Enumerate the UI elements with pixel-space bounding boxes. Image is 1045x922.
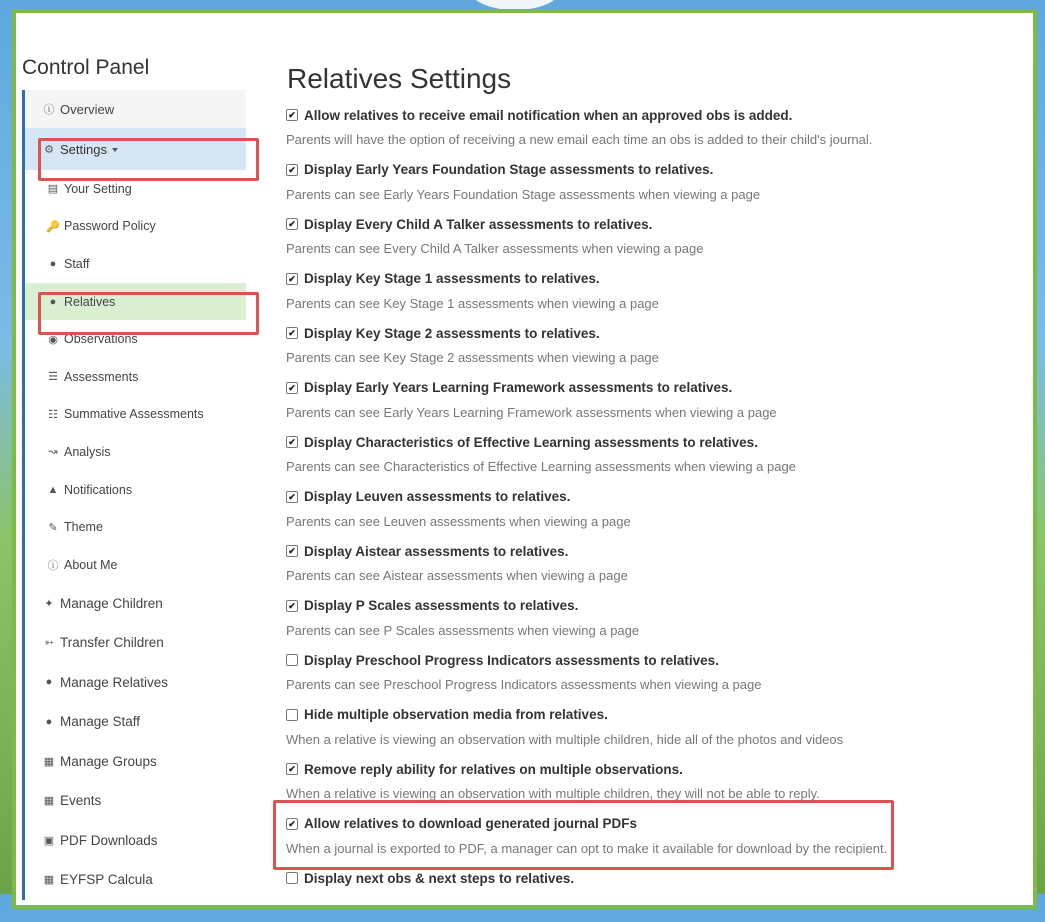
setting-option xyxy=(286,213,986,268)
checked-checkbox[interactable]: ✔ xyxy=(286,273,298,285)
sidebar-item-observations[interactable] xyxy=(25,320,246,358)
setting-option-text: Display P Scales assessments to relatives. xyxy=(304,598,579,613)
setting-option-help xyxy=(286,893,986,913)
setting-option-help: Parents can see Aistear assessments when viewing a page xyxy=(286,568,628,583)
sidebar-item-relatives[interactable] xyxy=(25,283,246,321)
settings-submenu xyxy=(25,170,246,584)
options-list xyxy=(286,104,986,922)
sidebar-item-label: Summative Assessments xyxy=(64,407,204,422)
grid-icon: ▦ xyxy=(43,755,55,768)
sidebar-item-analysis[interactable] xyxy=(25,433,246,471)
sidebar-item-settings[interactable] xyxy=(25,128,246,170)
user-icon: ● xyxy=(45,676,53,689)
setting-option xyxy=(286,377,986,432)
line-chart-icon: ↝ xyxy=(48,446,58,459)
setting-option-text: Display Key Stage 2 assessments to relatives. xyxy=(304,325,600,341)
sidebar-item-label: Relatives xyxy=(64,294,116,309)
sidebar-item-transfer-children[interactable] xyxy=(25,623,246,663)
setting-option-help: When a relative is viewing an observation with multiple children, hide all of the photos and videos xyxy=(286,731,844,747)
checked-checkbox[interactable]: ✔ xyxy=(286,327,298,339)
sidebar-item-label: Overview xyxy=(60,101,115,117)
setting-option-text: Display Early Years Learning Framework assessments to relatives. xyxy=(304,380,733,395)
setting-option-label[interactable] xyxy=(286,867,986,889)
setting-option-help: Parents can see Leuven assessments when viewing a page xyxy=(286,513,631,529)
setting-option-label[interactable] xyxy=(286,322,986,344)
setting-option xyxy=(286,649,986,704)
checked-checkbox[interactable]: ✔ xyxy=(286,218,298,230)
setting-option-help: Parents can see Early Years Learning Framework assessments when viewing a page xyxy=(286,404,777,420)
setting-option-label[interactable] xyxy=(286,595,986,617)
sidebar-item-label: Settings xyxy=(60,141,107,157)
sidebar-item-label: Observations xyxy=(64,332,138,347)
sidebar-item-staff[interactable] xyxy=(25,245,246,283)
setting-option-text: Allow relatives to download generated journal PDFs xyxy=(304,816,638,831)
sidebar-item-label: Your Setting xyxy=(64,181,132,196)
users-icon: ● xyxy=(45,715,53,728)
sidebar-item-label: Assessments xyxy=(64,369,139,384)
setting-option-label[interactable] xyxy=(286,540,986,562)
setting-option xyxy=(286,704,986,759)
setting-option-help: Parents can see P Scales assessments when viewing a page xyxy=(286,622,640,638)
sidebar-item-label: PDF Downloads xyxy=(60,832,158,848)
management-menu xyxy=(22,584,246,900)
checked-checkbox[interactable]: ✔ xyxy=(286,164,298,176)
eye-icon: ◉ xyxy=(48,333,58,346)
checked-checkbox[interactable]: ✔ xyxy=(286,600,298,612)
sidebar-item-label: Notifications xyxy=(64,482,133,497)
document-icon: ▤ xyxy=(47,183,59,196)
sidebar-item-manage-relatives[interactable] xyxy=(25,663,246,703)
brush-icon: ✎ xyxy=(48,521,58,534)
sidebar-item-manage-staff[interactable] xyxy=(25,702,246,742)
sidebar-item-events[interactable] xyxy=(25,781,246,821)
sidebar-item-notifications[interactable] xyxy=(25,471,246,509)
setting-option-help: Parents can see Characteristics of Effective Learning assessments when viewing a page xyxy=(286,459,796,474)
setting-option-help: When a relative is viewing an observation with multiple children, they will not be able to reply. xyxy=(286,786,820,801)
sidebar-item-overview[interactable] xyxy=(25,90,246,128)
sidebar-item-label: Events xyxy=(60,793,102,809)
sidebar-item-password-policy[interactable] xyxy=(25,208,246,246)
checked-checkbox[interactable]: ✔ xyxy=(286,763,298,775)
setting-option xyxy=(286,813,986,868)
setting-option-label[interactable] xyxy=(286,213,986,235)
page-title: Relatives Settings xyxy=(287,63,512,94)
setting-option-label[interactable] xyxy=(286,268,986,290)
info-circle-icon: ⓘ xyxy=(43,104,55,116)
sidebar-item-label: Manage Staff xyxy=(60,714,141,730)
setting-option xyxy=(286,867,986,922)
sidebar-item-pdf-downloads[interactable] xyxy=(25,821,246,861)
checked-checkbox[interactable]: ✔ xyxy=(286,545,298,557)
setting-option xyxy=(286,104,986,159)
checked-checkbox[interactable]: ✔ xyxy=(286,109,298,121)
info-circle-icon: ⓘ xyxy=(47,559,59,572)
setting-option-label[interactable] xyxy=(286,649,986,671)
setting-option xyxy=(286,322,986,377)
setting-option-label[interactable] xyxy=(286,431,986,453)
list-icon: ☰ xyxy=(48,371,58,384)
setting-option-text: Allow relatives to receive email notification when an approved obs is added. xyxy=(304,107,793,123)
grid-list-icon: ☷ xyxy=(48,408,58,421)
sidebar-item-summative-assessments[interactable] xyxy=(25,396,246,434)
setting-option-text: Display Key Stage 1 assessments to relatives. xyxy=(304,271,600,286)
setting-option-text: Display next obs & next steps to relatives. xyxy=(304,870,575,886)
setting-option-text: Display Aistear assessments to relatives. xyxy=(304,543,569,559)
sidebar-item-label: Manage Groups xyxy=(60,753,157,769)
users-icon: ● xyxy=(49,257,57,270)
user-icon: ● xyxy=(49,295,57,308)
setting-option-help: Parents can see Preschool Progress Indicators assessments when viewing a page xyxy=(286,677,762,692)
settings-menu xyxy=(22,90,246,584)
unchecked-checkbox[interactable] xyxy=(286,872,298,884)
setting-option-text: Remove reply ability for relatives on multiple observations. xyxy=(304,761,683,777)
sidebar-item-label: Theme xyxy=(64,520,103,535)
setting-option xyxy=(286,431,986,486)
unchecked-checkbox[interactable] xyxy=(286,654,298,666)
setting-option-text: Display Preschool Progress Indicators assessments to relatives. xyxy=(304,652,719,668)
sidebar-item-your-setting[interactable] xyxy=(25,170,246,208)
setting-option xyxy=(286,540,986,595)
setting-option-text: Display Characteristics of Effective Learning assessments to relatives. xyxy=(304,434,758,450)
setting-option-help: Parents can see Key Stage 1 assessments when viewing a page xyxy=(286,295,659,311)
sidebar-item-label: EYFSP Calcula xyxy=(60,872,153,888)
setting-option-help: Parents can see Early Years Foundation Stage assessments when viewing a page xyxy=(286,186,761,202)
key-icon: 🔑 xyxy=(46,220,60,233)
pdf-file-icon: ▣ xyxy=(43,834,55,847)
bell-icon: ▲ xyxy=(47,483,59,496)
gear-icon: ⚙ xyxy=(44,143,54,156)
arrow-circle-icon: ➳ xyxy=(44,637,54,650)
setting-option-help: When a journal is exported to PDF, a manager can opt to make it available for download by the recipient. xyxy=(286,840,888,856)
setting-option-text: Hide multiple observation media from relatives. xyxy=(304,707,608,722)
sidebar-item-about-me[interactable] xyxy=(25,546,246,584)
sidebar-item-label: About Me xyxy=(64,557,118,572)
setting-option-text: Display Leuven assessments to relatives. xyxy=(304,489,571,504)
setting-option xyxy=(286,486,986,541)
calendar-icon: ▦ xyxy=(43,795,55,808)
main-content xyxy=(286,62,986,922)
setting-option-text: Display Early Years Foundation Stage assessments to relatives. xyxy=(304,162,714,177)
setting-option-label[interactable] xyxy=(286,704,986,726)
calculator-icon: ▦ xyxy=(43,874,55,887)
setting-option-text: Display Every Child A Talker assessments to relatives. xyxy=(304,216,653,232)
sidebar-item-label: Staff xyxy=(64,256,90,271)
checked-checkbox[interactable]: ✔ xyxy=(286,436,298,448)
checked-checkbox[interactable]: ✔ xyxy=(286,491,298,503)
setting-option-label[interactable] xyxy=(286,486,986,508)
setting-option-help: Parents will have the option of receiving a new email each time an obs is added to their child's journal. xyxy=(286,132,873,147)
sidebar-item-label: Manage Relatives xyxy=(60,674,169,690)
sidebar-item-label: Manage Children xyxy=(60,595,163,611)
setting-option xyxy=(286,159,986,214)
setting-option-label[interactable] xyxy=(286,813,986,835)
setting-option xyxy=(286,758,986,813)
child-icon: ✦ xyxy=(44,597,54,610)
sidebar-item-label: Analysis xyxy=(64,444,111,459)
sidebar-item-assessments[interactable] xyxy=(25,358,246,396)
unchecked-checkbox[interactable] xyxy=(286,709,298,721)
setting-option-label[interactable] xyxy=(286,377,986,399)
sidebar-item-label: Password Policy xyxy=(64,219,156,234)
sidebar-item-manage-groups[interactable] xyxy=(25,742,246,782)
checked-checkbox[interactable]: ✔ xyxy=(286,818,298,830)
control-panel-title: Control Panel xyxy=(22,56,150,79)
setting-option-label[interactable] xyxy=(286,104,986,126)
setting-option xyxy=(286,268,986,323)
sidebar xyxy=(22,55,246,900)
checked-checkbox[interactable]: ✔ xyxy=(286,382,298,394)
setting-option-label[interactable] xyxy=(286,758,986,780)
setting-option xyxy=(286,595,986,650)
setting-option-help: Parents can see Every Child A Talker assessments when viewing a page xyxy=(286,241,704,256)
sidebar-item-theme[interactable] xyxy=(25,508,246,546)
sidebar-item-manage-children[interactable] xyxy=(25,584,246,624)
caret-down-icon xyxy=(112,148,118,152)
sidebar-item-label: Transfer Children xyxy=(60,635,164,651)
setting-option-help: Parents can see Key Stage 2 assessments when viewing a page xyxy=(286,350,659,365)
setting-option-label[interactable] xyxy=(286,159,986,181)
